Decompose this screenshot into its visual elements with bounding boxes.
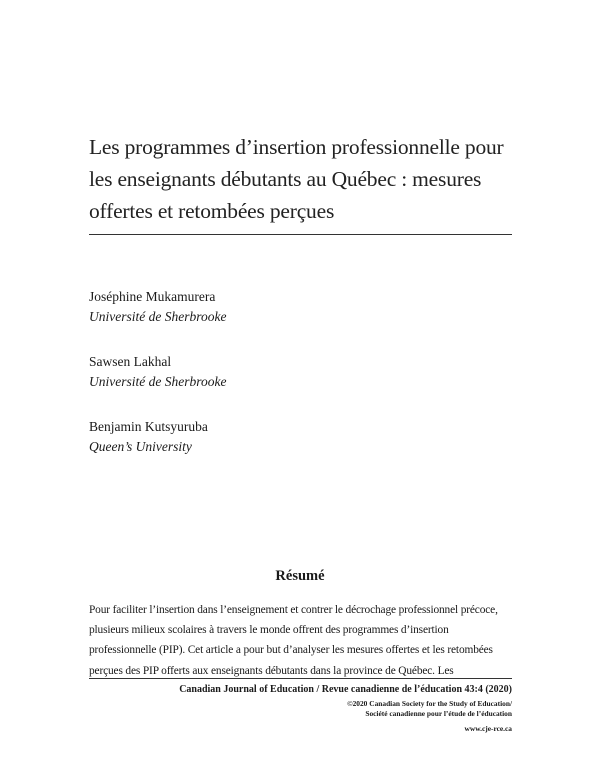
journal-website: www.cje-rce.ca xyxy=(464,724,512,733)
author-block xyxy=(89,352,226,392)
abstract-text: Pour faciliter l’insertion dans l’enseignement et contrer le décrochage professionnel précoce, plusieurs milieux scolaires à travers le monde offrent des programmes d’insertion professionnelle (PIP). Cet article a pour but d’analyser les mesures offertes et les retombées perçues des PIP offerts aux enseignants débutants dans la province de Québec. Les xyxy=(89,604,498,677)
footer-divider xyxy=(89,678,512,679)
author-name: Benjamin Kutsyuruba xyxy=(89,419,208,434)
author-affiliation: Université de Sherbrooke xyxy=(89,374,227,389)
author-affiliation: Université de Sherbrooke xyxy=(89,309,227,324)
title-divider xyxy=(89,234,512,235)
author-block xyxy=(89,417,208,457)
author-block xyxy=(89,287,226,327)
copyright-line: ©2020 Canadian Society for the Study of Education/ xyxy=(347,699,512,708)
author-name: Sawsen Lakhal xyxy=(89,354,172,369)
author-affiliation: Queen’s University xyxy=(89,439,192,454)
author-name: Joséphine Mukamurera xyxy=(89,289,216,304)
article-title: Les programmes d’insertion professionnelle pour les enseignants débutants au Québec : mesures offertes et retombées perçues xyxy=(89,135,504,223)
abstract-heading: Résumé xyxy=(275,568,325,584)
society-name: Société canadienne pour l’étude de l’éducation xyxy=(365,709,512,718)
journal-citation: Canadian Journal of Education / Revue canadienne de l’éducation 43:4 (2020) xyxy=(179,684,512,695)
